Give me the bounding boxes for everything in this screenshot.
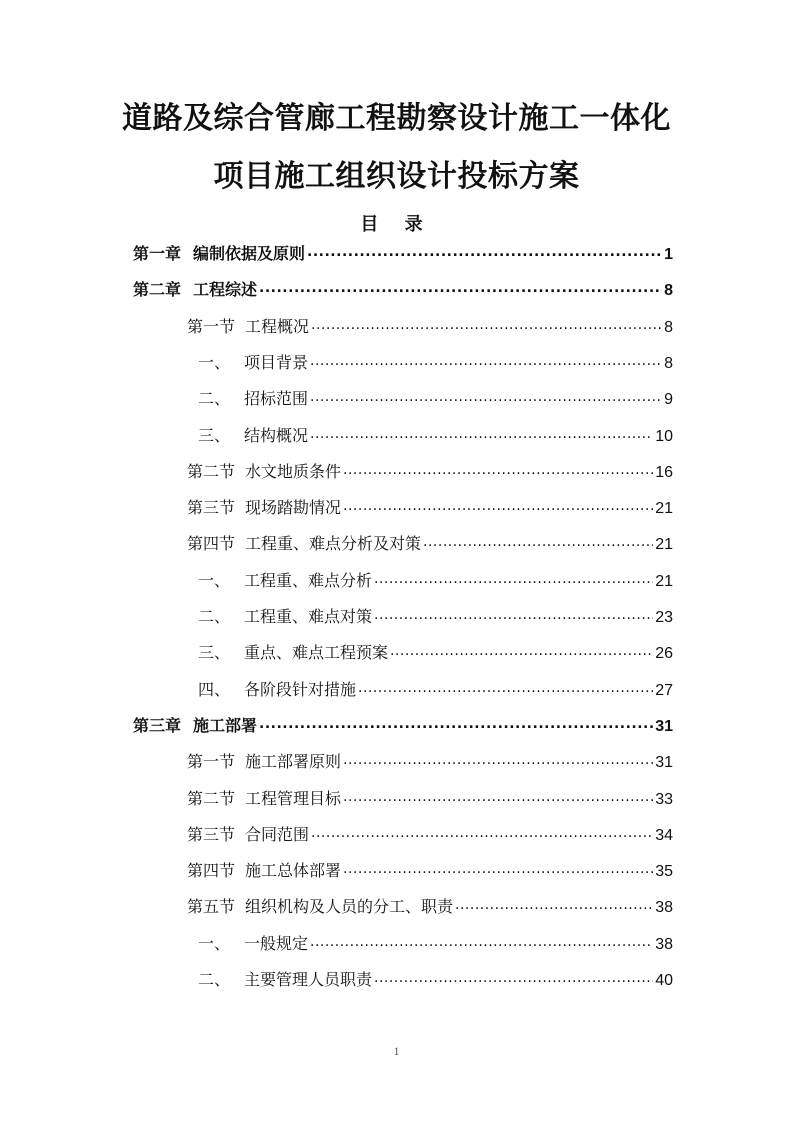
toc-entry-label: 组织机构及人员的分工、职责 [245,897,454,917]
toc-entry[interactable] [187,459,673,485]
toc-entry-number: 一、 [198,570,231,590]
toc-entry-label: 重点、难点工程预案 [244,643,389,663]
toc-entry-number: 第三节 [187,498,236,518]
page-number: 1 [393,1044,400,1058]
toc-entry-page: 8 [664,318,673,336]
toc-entry-label: 工程管理目标 [245,788,342,808]
toc-entry-label: 各阶段针对措施 [244,679,357,699]
toc-entry-page: 1 [664,246,673,263]
toc-entry[interactable] [187,531,673,557]
toc-entry-number: 第二节 [187,461,236,481]
toc-entry-label: 施工部署原则 [245,752,342,772]
toc-entry[interactable] [187,822,673,848]
toc-entry-number: 第一节 [187,316,236,336]
toc-entry-number: 第四节 [187,534,236,554]
toc-entry-label: 工程重、难点对策 [244,607,373,626]
toc-entry[interactable] [133,241,673,267]
toc-entry-number: 一、 [198,933,231,953]
toc-entry[interactable] [187,858,673,884]
toc-entry-page: 38 [655,935,673,953]
toc-dot-leader [311,824,653,840]
toc-entry-number: 第一节 [187,752,236,772]
toc-entry-number: 第一章 [133,244,182,263]
toc-entry-label: 现场踏勘情况 [245,498,342,518]
toc-entry[interactable] [187,495,673,521]
toc-entry[interactable] [187,786,673,812]
toc-entry-number: 三、 [198,643,231,663]
toc-entry-page: 21 [655,572,673,590]
toc-entry[interactable] [133,713,673,739]
toc-entry[interactable] [198,386,673,412]
toc-heading: 目 录 [360,214,433,235]
toc-dot-leader [343,788,653,804]
toc-entry-page: 10 [655,427,673,445]
toc-entry-number: 第四节 [187,861,236,881]
toc-entry-label: 合同范围 [245,824,310,844]
toc-entry-label: 工程概况 [245,316,310,336]
toc-entry-label: 工程重、难点分析 [244,570,373,590]
toc-dot-leader [310,425,653,441]
toc-dot-leader [374,606,653,622]
toc-dot-leader [310,388,662,404]
toc-entry[interactable] [198,568,673,594]
toc-dot-leader [310,352,662,368]
toc-dot-leader [390,642,653,658]
toc-dot-leader [374,969,653,985]
document-title-line-1: 道路及综合管廊工程勘察设计施工一体化 [122,101,671,136]
toc-entry-label: 水文地质条件 [245,461,342,481]
toc-entry-number: 四、 [198,679,231,699]
toc-entry-page: 35 [655,863,673,881]
toc-entry-number: 第三章 [133,715,182,735]
toc-dot-leader [455,896,653,912]
toc-dot-leader [307,243,662,259]
toc-entry-page: 27 [655,681,673,699]
toc-dot-leader [423,533,653,549]
toc-entry-page: 21 [655,536,673,554]
toc-entry-number: 三、 [198,425,231,445]
toc-entry[interactable] [198,423,673,449]
toc-entry-page: 33 [655,790,673,808]
toc-entry-page: 16 [655,463,673,481]
toc-entry-label: 招标范围 [244,389,309,409]
toc-entry[interactable] [198,350,673,376]
toc-entry-number: 第五节 [187,897,236,917]
toc-entry-label: 施工总体部署 [245,861,342,881]
toc-entry-label: 主要管理人员职责 [244,970,373,989]
toc-entry-page: 31 [655,754,673,772]
toc-dot-leader [311,316,662,332]
toc-entry-page: 34 [655,826,673,844]
toc-entry-page: 8 [664,282,673,300]
toc-entry-label: 项目背景 [244,352,309,372]
toc-dot-leader [343,461,653,477]
toc-dot-leader [358,679,653,695]
toc-entry-number: 一、 [198,352,231,372]
toc-entry-number: 二、 [198,389,231,409]
toc-entry[interactable] [198,640,673,666]
toc-entry-label: 工程重、难点分析及对策 [245,534,422,554]
toc-entry-label: 编制依据及原则 [193,244,306,263]
toc-entry-label: 施工部署 [193,715,258,735]
toc-entry[interactable] [198,604,673,630]
toc-dot-leader [310,933,653,949]
toc-entry-label: 结构概况 [244,425,309,445]
document-title-line-2: 项目施工组织设计投标方案 [213,159,580,194]
toc-dot-leader [343,860,653,876]
toc-entry-number: 第二节 [187,788,236,808]
toc-entry[interactable] [187,314,673,340]
toc-entry-page: 31 [655,717,673,735]
toc-entry[interactable] [187,749,673,775]
toc-entry-page: 26 [655,645,673,663]
toc-entry-label: 工程综述 [193,280,258,300]
toc-entry-label: 一般规定 [244,933,309,953]
toc-entry-page: 8 [664,354,673,372]
toc-entry-number: 第三节 [187,824,236,844]
toc-entry-page: 23 [655,609,673,626]
toc-dot-leader [259,279,662,295]
toc-dot-leader [343,497,653,513]
toc-entry-page: 9 [664,391,673,409]
toc-entry-number: 二、 [198,970,231,989]
toc-dot-leader [343,751,653,767]
toc-entry[interactable] [198,967,673,993]
toc-entry[interactable] [198,677,673,703]
toc-entry[interactable] [133,277,673,303]
toc-entry-page: 21 [655,500,673,518]
toc-dot-leader [259,715,653,731]
toc-entry[interactable] [198,931,673,957]
toc-entry-page: 40 [655,972,673,989]
toc-dot-leader [374,570,653,586]
toc-entry-page: 38 [655,899,673,917]
toc-entry[interactable] [187,894,673,920]
toc-entry-number: 二、 [198,607,231,626]
toc-entry-number: 第二章 [133,280,182,300]
